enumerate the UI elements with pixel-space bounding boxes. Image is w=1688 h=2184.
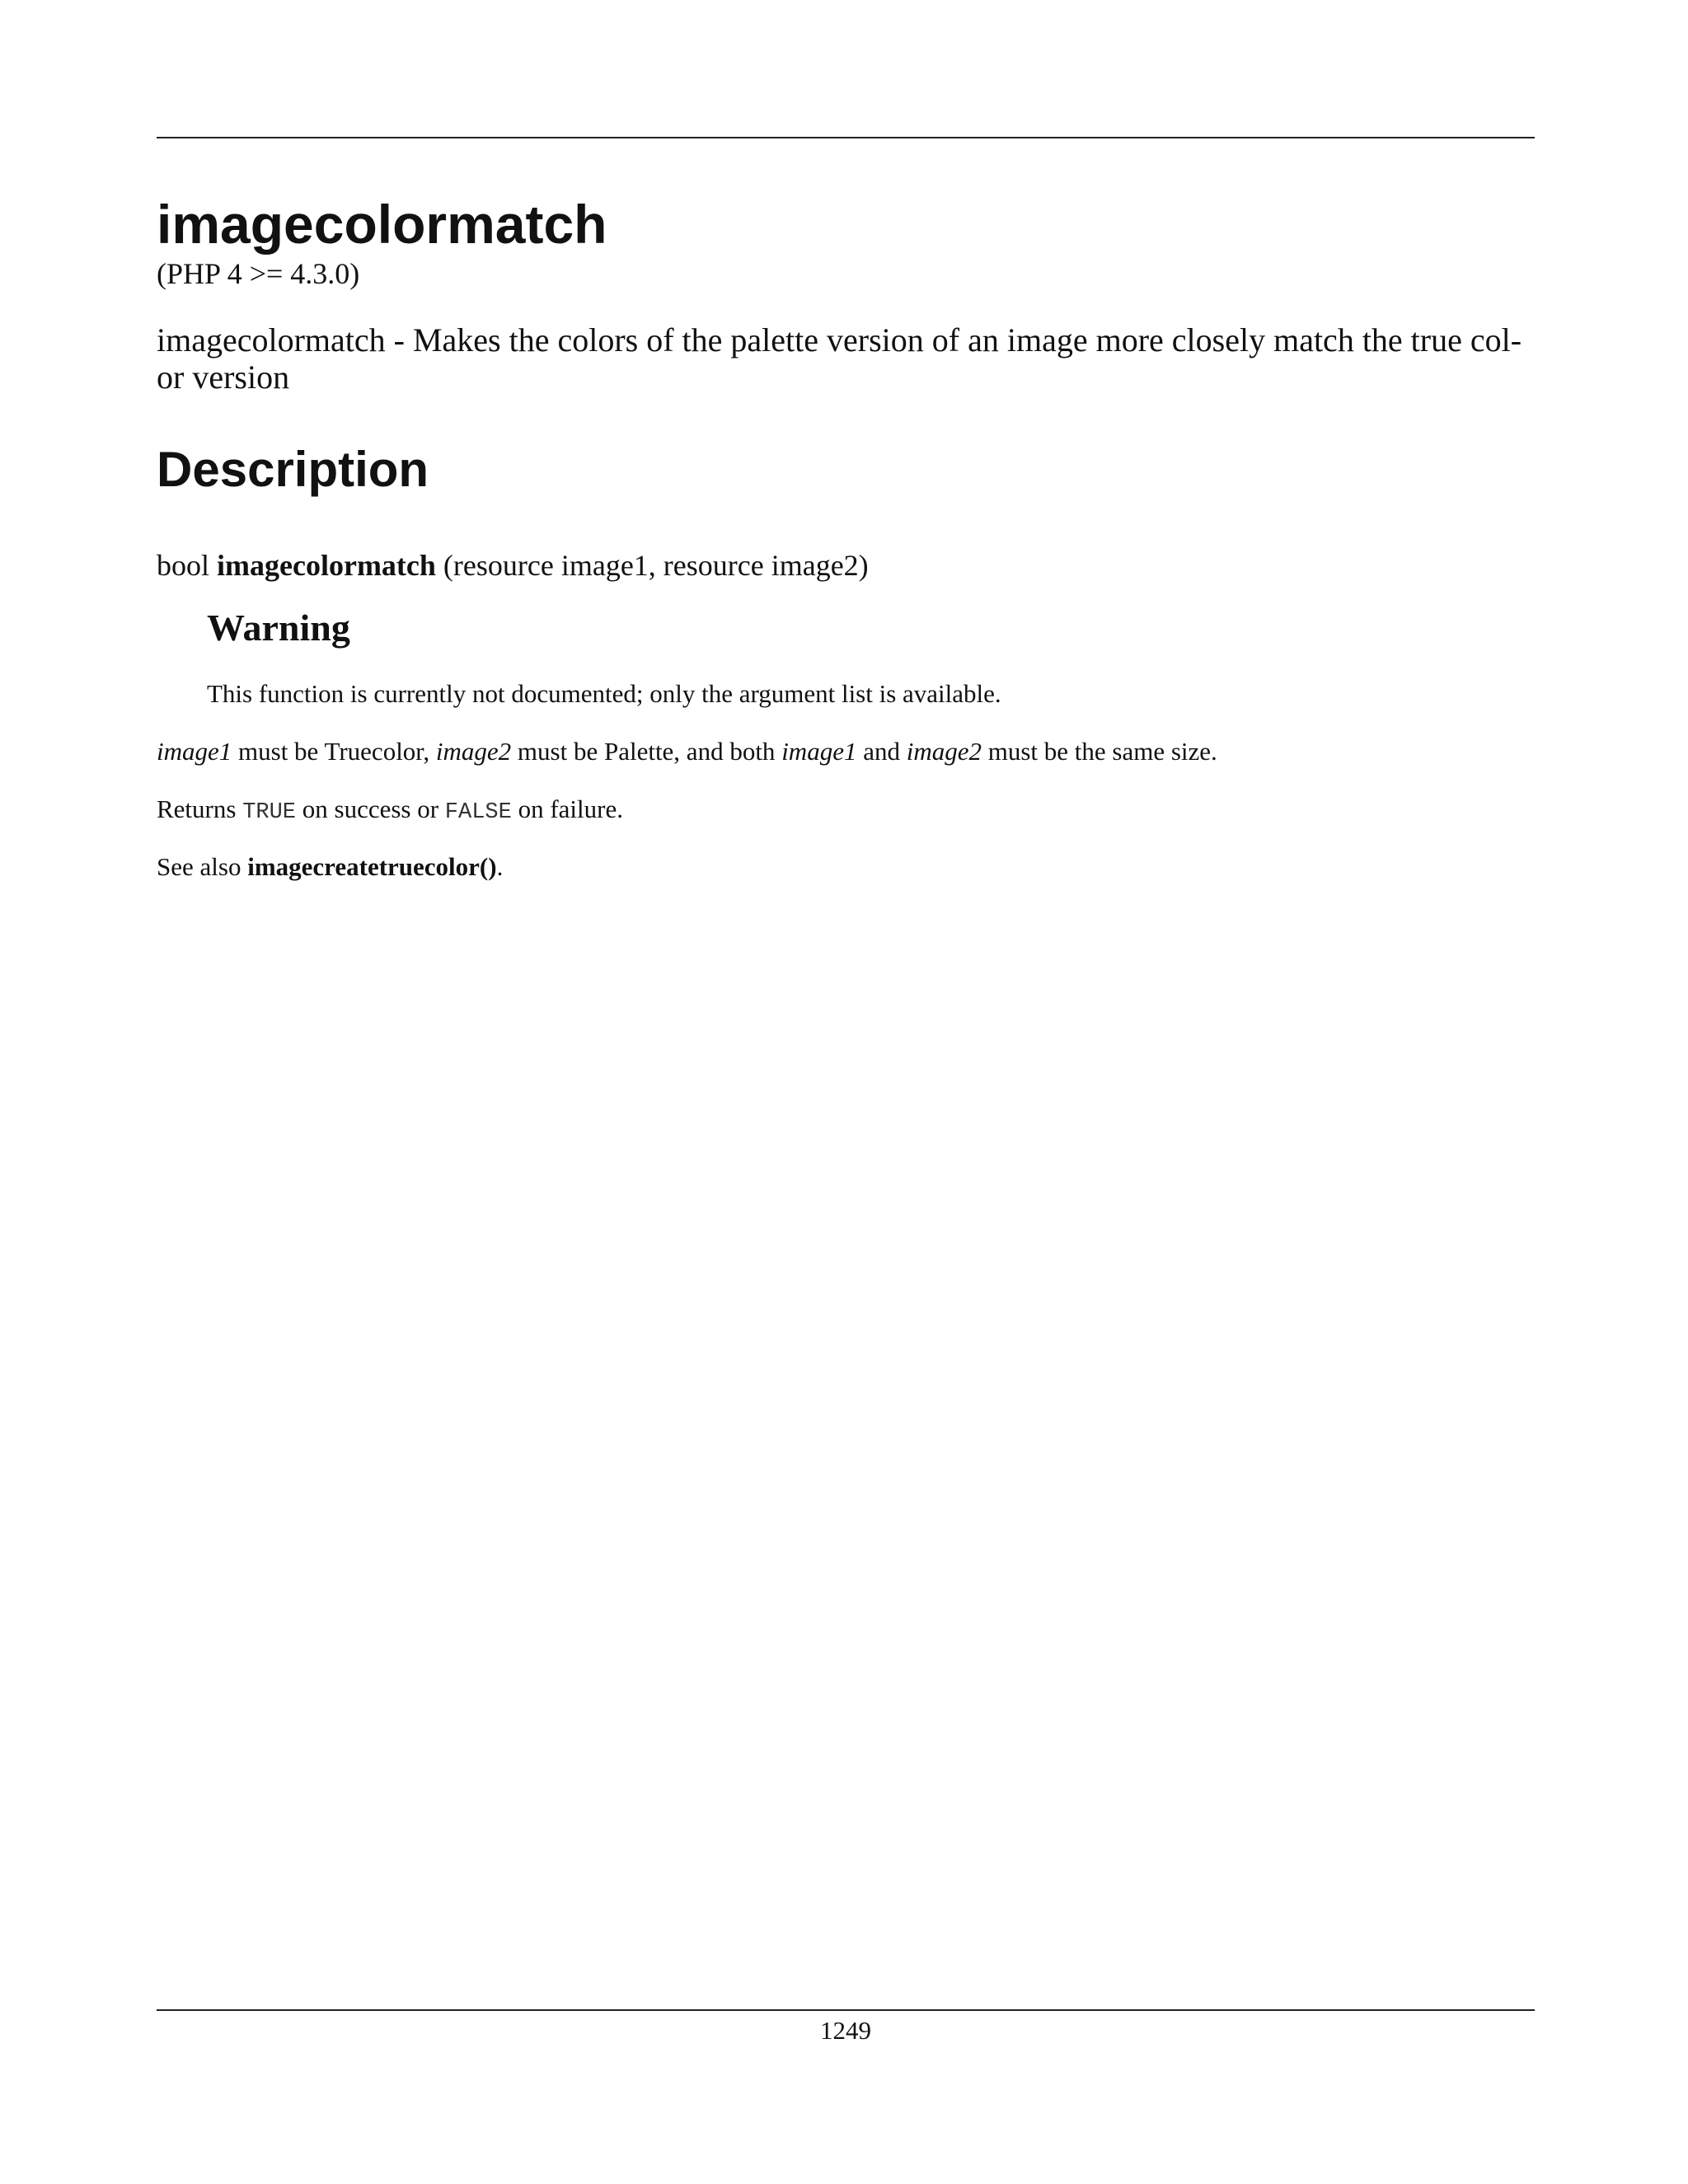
- purpose-line-2: or version: [157, 359, 290, 396]
- param-image1: image1: [157, 737, 232, 766]
- footer-rule: [157, 2009, 1535, 2011]
- see-also-link[interactable]: imagecreatetruecolor(): [247, 852, 497, 881]
- parameter-list: (resource image1, resource image2): [443, 549, 869, 582]
- returns-prefix: Returns: [157, 794, 243, 823]
- see-also-prefix: See also: [157, 852, 248, 881]
- see-also-paragraph: [157, 851, 503, 883]
- see-also-suffix: .: [496, 852, 504, 881]
- header-rule: [157, 137, 1535, 138]
- return-type: bool: [157, 549, 210, 582]
- page-number: 1249: [820, 2016, 871, 2045]
- function-synopsis: [157, 546, 869, 585]
- requirements-text-3: and: [856, 737, 907, 766]
- synopsis-function-name: imagecolormatch: [217, 549, 436, 582]
- warning-text: This function is currently not documented; only the argument list is available.: [207, 679, 1001, 708]
- description-heading: Description: [157, 442, 429, 497]
- true-constant: TRUE: [242, 800, 296, 825]
- warning-heading: Warning: [207, 607, 350, 649]
- param-image2: image2: [435, 737, 512, 766]
- function-purpose: [157, 321, 1535, 396]
- version-info: (PHP 4 >= 4.3.0): [157, 257, 360, 290]
- returns-suffix: on failure.: [511, 794, 623, 823]
- document-page: [157, 0, 1535, 2184]
- param-image1-ref: image1: [781, 737, 857, 766]
- false-constant: FALSE: [444, 800, 512, 825]
- requirements-text-1: must be Truecolor,: [232, 737, 436, 766]
- param-image2-ref: image2: [906, 737, 982, 766]
- function-title: imagecolormatch: [157, 194, 607, 255]
- requirements-text-4: must be the same size.: [981, 737, 1217, 766]
- requirements-paragraph: [157, 735, 1217, 768]
- requirements-text-2: must be Palette, and both: [511, 737, 782, 766]
- returns-paragraph: [157, 793, 623, 829]
- returns-middle: on success or: [296, 794, 445, 823]
- purpose-line-1: imagecolormatch - Makes the colors of the palette version of an image more closely match the true col-: [157, 321, 1522, 359]
